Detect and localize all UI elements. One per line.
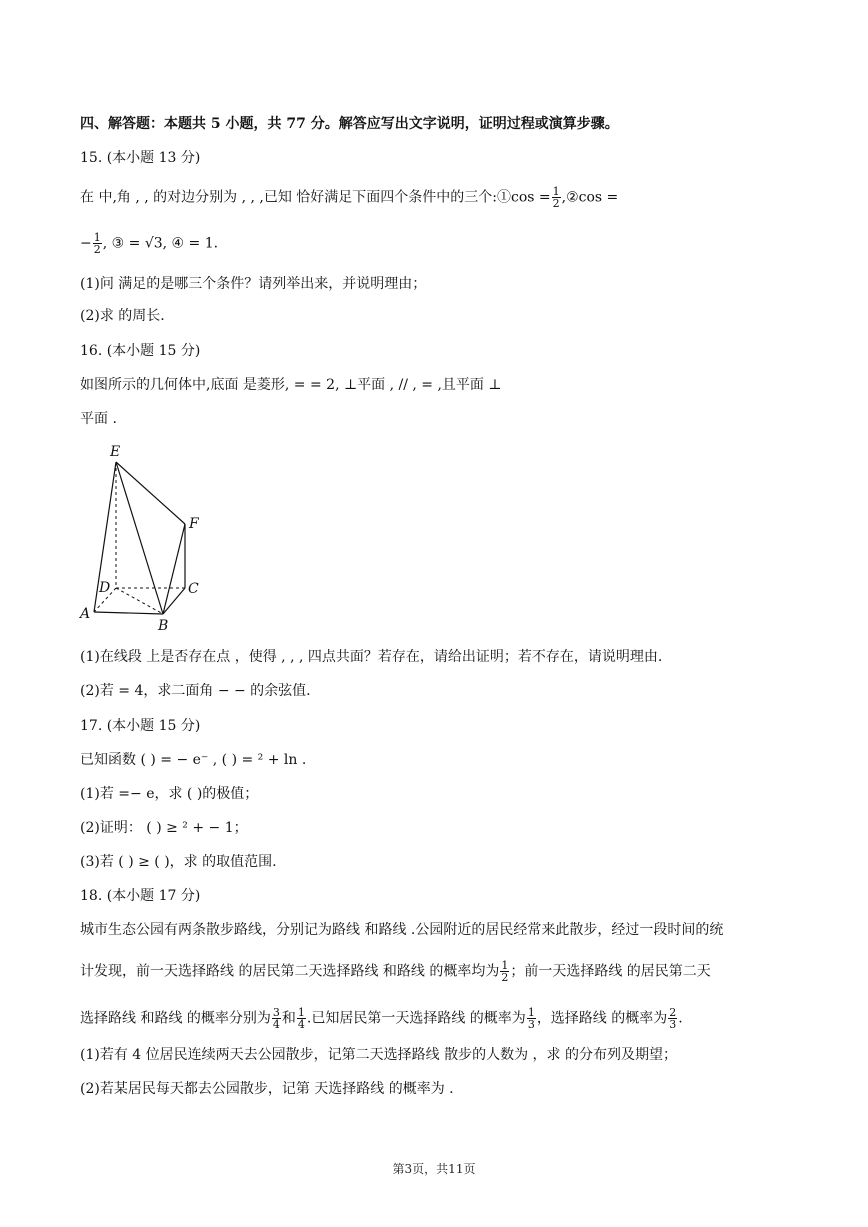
q18-part2: (2)若某居民每天都去公园散步，记第 天选择路线 的概率为 . — [80, 1081, 454, 1097]
fraction-one-half — [552, 186, 561, 209]
label-B: B — [158, 618, 169, 634]
frac-denominator: 2 — [552, 197, 560, 210]
q18-stem-line2-part2: ；前一天选择路线 的居民第二天 — [510, 963, 711, 980]
minus-sign: − — [80, 235, 92, 252]
q16-stem-line2: 平面 . — [80, 411, 117, 427]
q18-part1: (1)若有 4 位居民连续两天去公园散步，记第二天选择路线 散步的人数为 ，求 的分布列及期望； — [80, 1047, 677, 1063]
label-F: F — [189, 516, 199, 532]
edge-EF — [116, 462, 185, 524]
frac-denominator: 4 — [297, 1018, 305, 1031]
q15-stem-line1 — [80, 186, 790, 209]
frac-numerator: 1 — [501, 959, 509, 972]
q18-stem-line3-end: . — [678, 1010, 683, 1027]
q18-heading: 18. (本小题 17 分) — [80, 888, 201, 904]
q18-stem-line3-part3: .已知居民第一天选择路线 的概率为 — [306, 1010, 526, 1027]
q18-stem-line3-part1: 选择路线 和路线 的概率分别为 — [80, 1010, 271, 1027]
frac-denominator: 3 — [527, 1018, 535, 1031]
edge-AB — [94, 612, 163, 614]
frac-denominator: 2 — [501, 971, 509, 984]
fraction-three-quarters — [272, 1007, 281, 1030]
q17-part3: (3)若 ( ) ≥ ( )，求 的取值范围. — [80, 854, 277, 870]
q15-stem-line2 — [80, 232, 790, 255]
q15-stem-part2: ,②cos = — [561, 189, 619, 206]
q15-heading: 15. (本小题 13 分) — [80, 150, 201, 166]
frac-numerator: 1 — [93, 231, 101, 244]
q16-heading: 16. (本小题 15 分) — [80, 343, 201, 359]
q15-part2: (2)求 的周长. — [80, 308, 165, 324]
label-A: A — [80, 606, 91, 622]
frac-denominator: 4 — [272, 1018, 280, 1031]
q16-part1: (1)在线段 上是否存在点 ，使得 , , , 四点共面？若存在，请给出证明；若不存在，请说明理由. — [80, 649, 663, 665]
q18-stem-line2-part1: 计发现，前一天选择路线 的居民第二天选择路线 和路线 的概率均为 — [80, 963, 500, 980]
q17-stem: 已知函数 ( ) = − e⁻ , ( ) = ² + ln . — [80, 752, 307, 768]
fraction-one-half — [500, 960, 509, 983]
q18-stem-line2 — [80, 960, 790, 983]
q15-stem-part1: 在 中,角 , , 的对边分别为 , , ,已知 恰好满足下面四个条件中的三个:①cos = — [80, 189, 551, 206]
q17-part2: (2)证明： ( ) ≥ ² + − 1； — [80, 820, 248, 836]
q15-part1: (1)问 满足的是哪三个条件？请列举出来，并说明理由； — [80, 276, 427, 292]
q18-stem-line3-part4: ，选择路线 的概率为 — [536, 1010, 668, 1027]
q17-part1: (1)若 =− e，求 ( )的极值； — [80, 786, 259, 802]
page-footer: 第3页，共11页 — [392, 1162, 476, 1176]
fraction-one-half — [93, 232, 102, 255]
section-heading: 四、解答题：本题共 5 小题，共 77 分。解答应写出文字说明，证明过程或演算步骤。 — [80, 116, 619, 132]
q18-stem-line3 — [80, 1007, 790, 1030]
frac-numerator: 1 — [297, 1006, 305, 1019]
q16-part2: (2)若 = 4，求二面角 − − 的余弦值. — [80, 683, 311, 699]
frac-numerator: 1 — [552, 185, 560, 198]
q15-conditions: , ③ = √3, ④ = 1. — [102, 235, 219, 252]
edge-EB — [116, 462, 163, 614]
fraction-one-quarter — [297, 1007, 306, 1030]
frac-denominator: 3 — [669, 1018, 677, 1031]
label-E: E — [110, 444, 121, 460]
geometry-figure — [72, 438, 222, 638]
label-D: D — [99, 580, 111, 596]
frac-numerator: 3 — [272, 1006, 280, 1019]
frac-denominator: 2 — [93, 243, 101, 256]
q16-stem-line1: 如图所示的几何体中,底面 是菱形, = = 2, ⊥平面 , // , = ,且平面 ⊥ — [80, 377, 502, 393]
fraction-two-thirds — [668, 1007, 677, 1030]
q18-stem-line3-part2: 和 — [281, 1010, 296, 1027]
label-C: C — [188, 581, 199, 597]
frac-numerator: 1 — [527, 1006, 535, 1019]
q17-heading: 17. (本小题 15 分) — [80, 718, 201, 734]
fraction-one-third — [527, 1007, 536, 1030]
frac-numerator: 2 — [669, 1006, 677, 1019]
q18-stem-line1: 城市生态公园有两条散步路线，分别记为路线 和路线 .公园附近的居民经常来此散步，经过一段时间的统 — [80, 922, 724, 938]
